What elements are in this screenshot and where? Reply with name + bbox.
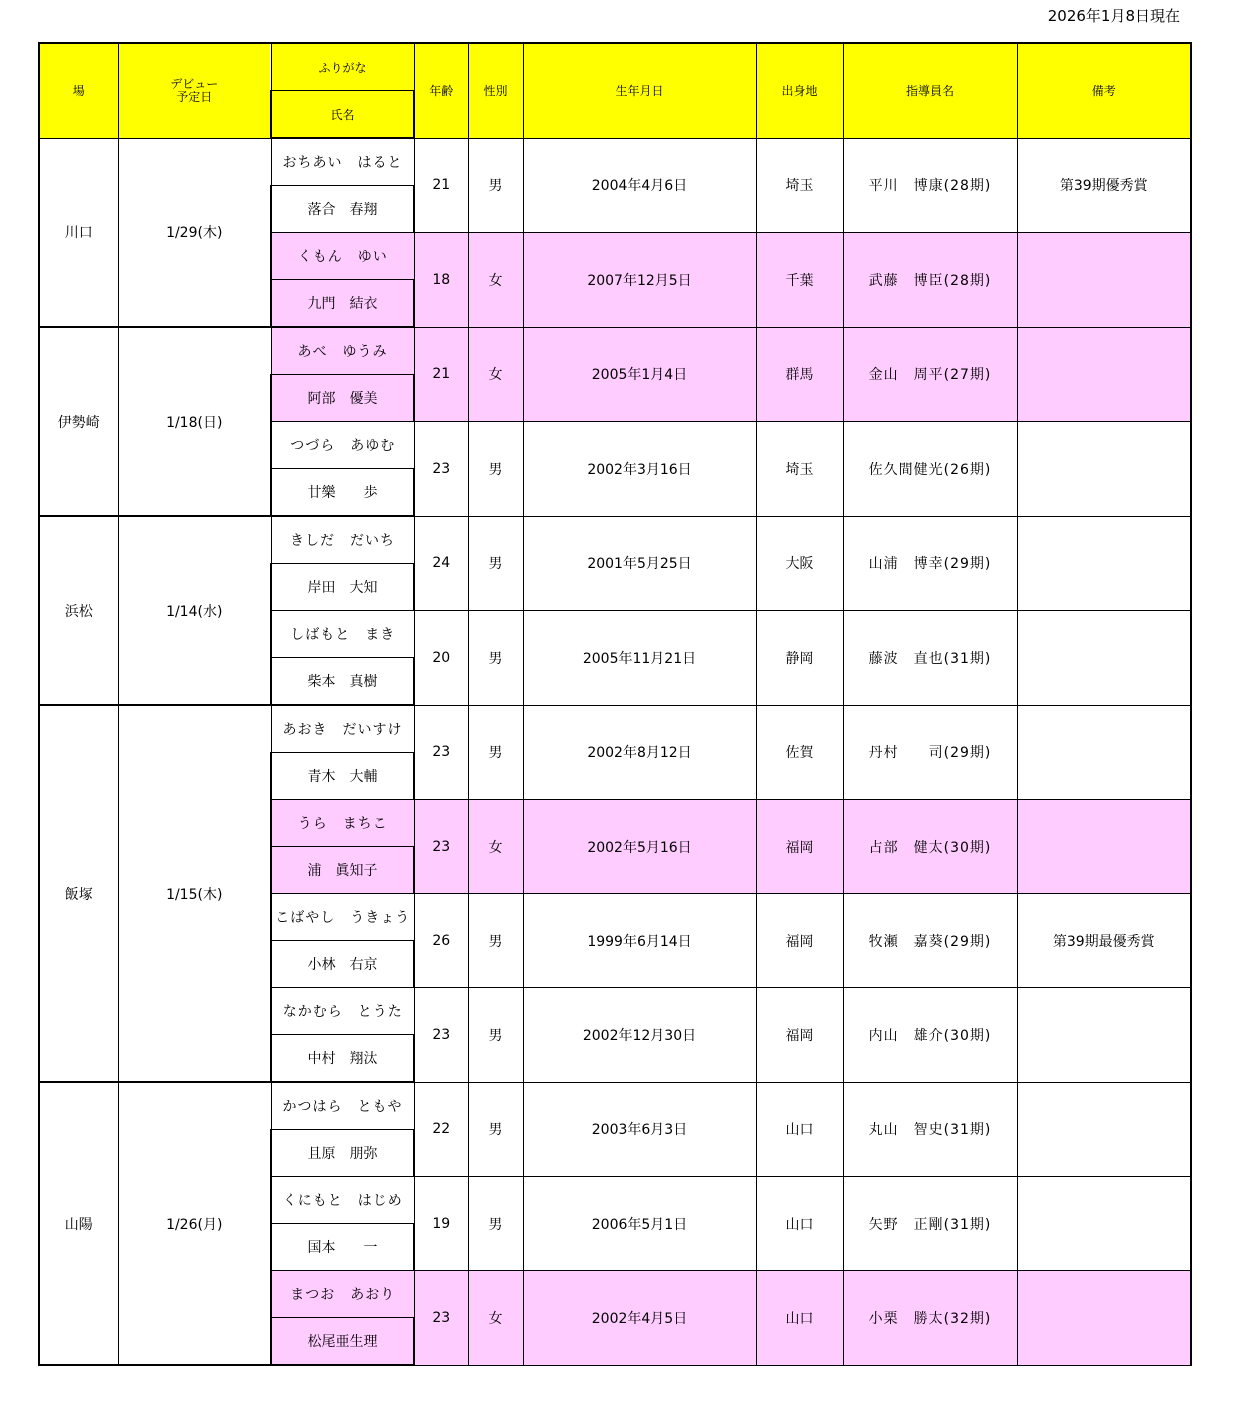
sex-cell: 女	[468, 233, 523, 328]
birthdate-cell: 2006年5月1日	[523, 1177, 756, 1271]
remarks-cell: 第39期最優秀賞	[1017, 894, 1191, 988]
furigana-cell: きしだ だいち	[271, 516, 414, 564]
sex-cell: 男	[468, 611, 523, 706]
birthdate-cell: 2007年12月5日	[523, 233, 756, 328]
remarks-cell	[1017, 611, 1191, 706]
trainer-cell: 金山 周平(27期)	[843, 327, 1017, 422]
furigana-cell: あべ ゆうみ	[271, 327, 414, 375]
age-cell: 23	[414, 705, 468, 800]
venue-cell: 川口	[39, 138, 118, 327]
sex-cell: 男	[468, 422, 523, 517]
birthdate-cell: 1999年6月14日	[523, 894, 756, 988]
sex-cell: 女	[468, 1271, 523, 1366]
hometown-cell: 福岡	[756, 988, 843, 1083]
debut-date-cell: 1/18(日)	[118, 327, 271, 516]
age-cell: 24	[414, 516, 468, 611]
rider-row-furigana	[39, 705, 1191, 753]
venue-cell: 山陽	[39, 1082, 118, 1365]
trainer-cell: 丸山 智史(31期)	[843, 1082, 1017, 1177]
debut-date-cell: 1/15(木)	[118, 705, 271, 1082]
sex-cell: 男	[468, 138, 523, 233]
furigana-cell: なかむら とうた	[271, 988, 414, 1035]
rider-name-cell: 落合 春翔	[271, 186, 414, 233]
remarks-cell: 第39期優秀賞	[1017, 138, 1191, 233]
birthdate-cell: 2002年12月30日	[523, 988, 756, 1083]
as-of-date: 2026年1月8日現在	[1047, 7, 1180, 25]
hometown-cell: 埼玉	[756, 138, 843, 233]
trainer-cell: 内山 雄介(30期)	[843, 988, 1017, 1083]
header-venue: 場	[39, 43, 118, 138]
trainer-cell: 武藤 博臣(28期)	[843, 233, 1017, 328]
furigana-cell: しばもと まき	[271, 611, 414, 658]
debut-date-cell: 1/29(木)	[118, 138, 271, 327]
birthdate-cell: 2002年4月5日	[523, 1271, 756, 1366]
header-row-1	[39, 43, 1191, 91]
age-cell: 21	[414, 327, 468, 422]
rider-row-furigana	[39, 138, 1191, 186]
sex-cell: 男	[468, 1082, 523, 1177]
remarks-cell	[1017, 1177, 1191, 1271]
birthdate-cell: 2005年1月4日	[523, 327, 756, 422]
birthdate-cell: 2002年8月12日	[523, 705, 756, 800]
roster-body	[39, 138, 1191, 1365]
age-cell: 23	[414, 1271, 468, 1366]
rider-name-cell: 青木 大輔	[271, 753, 414, 800]
venue-cell: 飯塚	[39, 705, 118, 1082]
hometown-cell: 千葉	[756, 233, 843, 328]
rider-name-cell: 浦 眞知子	[271, 847, 414, 894]
rider-row-furigana	[39, 516, 1191, 564]
age-cell: 19	[414, 1177, 468, 1271]
remarks-cell	[1017, 327, 1191, 422]
rider-name-cell: 岸田 大知	[271, 564, 414, 611]
header-birthdate: 生年月日	[523, 43, 756, 138]
trainer-cell: 山浦 博幸(29期)	[843, 516, 1017, 611]
trainer-cell: 矢野 正剛(31期)	[843, 1177, 1017, 1271]
sex-cell: 男	[468, 988, 523, 1083]
trainer-cell: 牧瀬 嘉葵(29期)	[843, 894, 1017, 988]
sex-cell: 男	[468, 1177, 523, 1271]
venue-cell: 伊勢崎	[39, 327, 118, 516]
remarks-cell	[1017, 422, 1191, 517]
header-debut-label: デビュー 予定日	[170, 76, 219, 104]
age-cell: 23	[414, 422, 468, 517]
furigana-cell: くにもと はじめ	[271, 1177, 414, 1224]
venue-cell: 浜松	[39, 516, 118, 705]
sex-cell: 男	[468, 705, 523, 800]
furigana-cell: うら まちこ	[271, 800, 414, 847]
trainer-cell: 藤波 直也(31期)	[843, 611, 1017, 706]
rider-name-cell: 阿部 優美	[271, 375, 414, 422]
age-cell: 18	[414, 233, 468, 328]
age-cell: 23	[414, 988, 468, 1083]
birthdate-cell: 2003年6月3日	[523, 1082, 756, 1177]
header-name: 氏名	[271, 91, 414, 139]
hometown-cell: 群馬	[756, 327, 843, 422]
age-cell: 21	[414, 138, 468, 233]
hometown-cell: 佐賀	[756, 705, 843, 800]
sex-cell: 男	[468, 516, 523, 611]
rider-name-cell: 国本 一	[271, 1224, 414, 1271]
header-hometown: 出身地	[756, 43, 843, 138]
furigana-cell: つづら あゆむ	[271, 422, 414, 469]
rider-name-cell: 松尾亜生理	[271, 1318, 414, 1366]
hometown-cell: 福岡	[756, 800, 843, 894]
furigana-cell: おちあい はると	[271, 138, 414, 186]
age-cell: 23	[414, 800, 468, 894]
sex-cell: 男	[468, 894, 523, 988]
trainer-cell: 平川 博康(28期)	[843, 138, 1017, 233]
furigana-cell: まつお あおり	[271, 1271, 414, 1318]
debut-date-cell: 1/14(水)	[118, 516, 271, 705]
rookie-roster-table	[38, 42, 1192, 1366]
birthdate-cell: 2002年3月16日	[523, 422, 756, 517]
remarks-cell	[1017, 1082, 1191, 1177]
remarks-cell	[1017, 988, 1191, 1083]
header-age: 年齢	[414, 43, 468, 138]
birthdate-cell: 2002年5月16日	[523, 800, 756, 894]
debut-date-cell: 1/26(月)	[118, 1082, 271, 1365]
remarks-cell	[1017, 233, 1191, 328]
trainer-cell: 丹村 司(29期)	[843, 705, 1017, 800]
trainer-cell: 占部 健太(30期)	[843, 800, 1017, 894]
furigana-cell: あおき だいすけ	[271, 705, 414, 753]
furigana-cell: くもん ゆい	[271, 233, 414, 280]
birthdate-cell: 2005年11月21日	[523, 611, 756, 706]
sex-cell: 女	[468, 327, 523, 422]
trainer-cell: 佐久間健光(26期)	[843, 422, 1017, 517]
rider-name-cell: 廿樂 歩	[271, 469, 414, 517]
remarks-cell	[1017, 1271, 1191, 1366]
rider-name-cell: 柴本 真樹	[271, 658, 414, 706]
hometown-cell: 埼玉	[756, 422, 843, 517]
age-cell: 26	[414, 894, 468, 988]
header-debut	[118, 43, 271, 138]
furigana-cell: こばやし うきょう	[271, 894, 414, 941]
hometown-cell: 大阪	[756, 516, 843, 611]
header-remarks: 備考	[1017, 43, 1191, 138]
remarks-cell	[1017, 705, 1191, 800]
sex-cell: 女	[468, 800, 523, 894]
hometown-cell: 山口	[756, 1177, 843, 1271]
rider-name-cell: 小林 右京	[271, 941, 414, 988]
birthdate-cell: 2004年4月6日	[523, 138, 756, 233]
rider-row-furigana	[39, 327, 1191, 375]
age-cell: 22	[414, 1082, 468, 1177]
hometown-cell: 山口	[756, 1271, 843, 1366]
hometown-cell: 福岡	[756, 894, 843, 988]
header-trainer: 指導員名	[843, 43, 1017, 138]
header-furigana: ふりがな	[271, 43, 414, 91]
rider-name-cell: 中村 翔汰	[271, 1035, 414, 1083]
age-cell: 20	[414, 611, 468, 706]
remarks-cell	[1017, 800, 1191, 894]
rider-row-furigana	[39, 1082, 1191, 1130]
furigana-cell: かつはら ともや	[271, 1082, 414, 1130]
hometown-cell: 静岡	[756, 611, 843, 706]
remarks-cell	[1017, 516, 1191, 611]
header-sex: 性別	[468, 43, 523, 138]
rider-name-cell: 九門 結衣	[271, 280, 414, 328]
birthdate-cell: 2001年5月25日	[523, 516, 756, 611]
rider-name-cell: 且原 朋弥	[271, 1130, 414, 1177]
hometown-cell: 山口	[756, 1082, 843, 1177]
trainer-cell: 小栗 勝太(32期)	[843, 1271, 1017, 1366]
